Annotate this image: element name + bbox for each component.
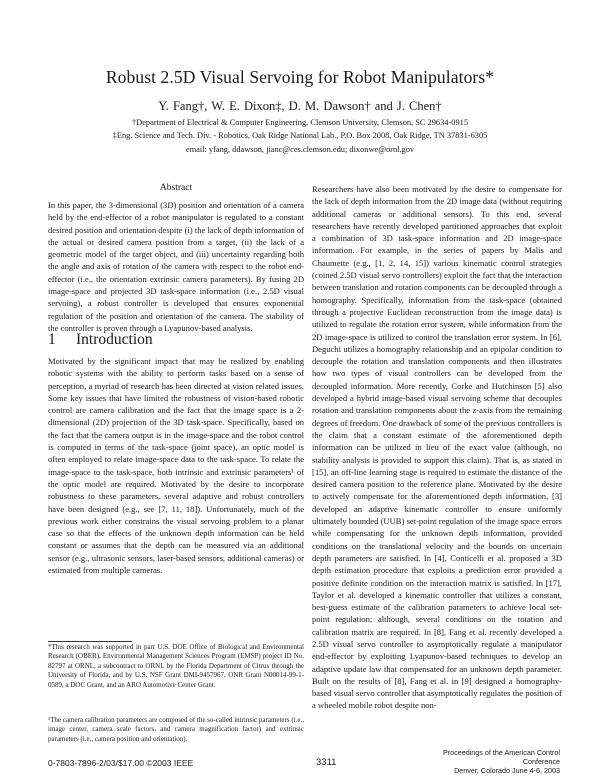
author-list: Y. Fang†, W. E. Dixon‡, D. M. Dawson† and J. Chen† (158, 99, 442, 113)
abstract-text: In this paper, the 3-dimensional (3D) position and orientation of a camera held by the end-effector of a robot manipulator is regulated to a constant desired position and orientation despite (i) the lack of depth information of the actual or desired camera position from a target, (ii) the lack of a geometric model of the target object, and (iii) uncertainty regarding both the angle and axis of rotation of the camera with respect to the robot end-effector (i.e., the orientation extrinsic camera parameters). By fusing 2D image-space and projected 3D task-space information (i.e., 2.5D visual servoing), a robust controller is developed that ensures exponential regulation of the position and orientation of the camera. The stability of the controller is proven through a Lyapunov-based analysis. (48, 200, 304, 333)
footnote-funding: *This research was supported in part U.S. DOE Office of Biological and Environmental Research (OBER), Environmental Management Sciences Program (EMSP) project ID No. 82797 at ORNL, a subcontract to ORNL by the Florida Department of Citrus through the University of Florida, and by U.S. NSF Grant DMI-9457967, ONR Grant N00014-99-1-0589, a DOC Grant, and an ARO Automotive Center Grant. (48, 643, 304, 689)
footer-isbn: 0-7803-7896-2/03/$17.00 ©2003 IEEE (48, 758, 194, 768)
author-emails: email: yfang, ddawson, jianc@ces.clemson.edu; dixonwe@ornl.gov (185, 145, 415, 154)
footer-proceedings (424, 748, 560, 775)
section-heading-introduction (48, 331, 153, 349)
paper-title: Robust 2.5D Visual Servoing for Robot Manipulators* (105, 67, 495, 87)
affiliation-clemson: †Department of Electrical & Computer Engineering, Clemson University, Clemson, SC 29634-0915 (131, 118, 469, 127)
abstract-heading: Abstract (159, 183, 193, 193)
footer-page-number: 3311 (316, 757, 337, 768)
footnote-calibration: ¹The camera calibration parameters are composed of the so-called intrinsic parameters (i.e., image center, camera scale factors, and camera magnification factor) and extrinsic parameters (i.e., camera position and orientation). (48, 716, 304, 743)
section-title: Introduction (76, 331, 153, 348)
footer-conference: Proceedings of the American Control Conference (442, 748, 560, 766)
affiliation-ornl: ‡Eng. Science and Tech. Div. - Robotics, Oak Ridge National Lab., P.O. Box 2008, Oak Ridge, TN 37831-6305 (112, 131, 488, 140)
footer-location: Denver, Colorado June 4-6, 2003 (454, 766, 560, 775)
section-number: 1 (48, 331, 56, 348)
introduction-text: Motivated by the significant impact that may be realized by enabling robotic systems with the ability to perform tasks based on a sense of perception, a myriad of research has been directed at vision related issues. Some key issues that have limited the robustness of vision-based robotic control are camera calibration and the fact that the image space is a 2-dimensional (2D) projection of the 3D task-space. Specifically, based on the fact that the camera output is in the image-space and the robot control is computed in terms of the task-space (joint space), an optic model is often employed to relate image-space data to the task-space. To relate the image-space to the task-space, both intrinsic and extrinsic parameters¹ of the optic model are required. Motivated by the desire to incorporate robustness to these parameters, several adaptive and robust controllers have been designed (e.g., see [7, 11, 18]). Unfortunately, much of the previous work either constrains the visual servoing problem to a planar case so that the effects of the unknown depth information can be held constant or assumes that the depth can be measured via an additional sensor (e.g., ultrasonic sensors, laser-based sensors, additional cameras) or estimated from multiple cameras. (48, 356, 304, 576)
right-column-text: Researchers have also been motivated by the desire to compensate for the lack of depth information from the 2D image data (without requiring additional cameras or additional sensors). To this end, several researchers have recently developed partitioned approaches that exploit a combination of 3D task-space information and 2D image-space information. For example, in the series of papers by Malis and Chaumette (e.g., [1, 2, 14, 15]) various kinematic control strategies (coined 2.5D visual servo controllers) exploit the fact that the interaction between translation and rotation components can be decoupled through a homography. Specifically, information from the task-space (obtained through a projective Euclidean reconstruction from the image data) is utilized to regulate the rotation error system, while information from the 2D image-space is utilized to control the translation error system. In [6], Deguchi utilizes a homography relationship and an epipolar condition to decouple the rotation and translation components and then illustrates how two types of visual controllers can be developed from the decoupled information. More recently, Corke and Hutchinson [5] also developed a hybrid image-based visual servoing scheme that decouples rotation and translation components about the z-axis from the remaining degrees of freedom. One drawback of some of the previous controllers is the claim that a constant estimate of the aforementioned depth information can be utilized in lieu of the exact value (although, no stability analysis is provided to support this claim). That is, as stated in [15], an off-line learning stage is required to estimate the distance of the desired camera position to the reference plane. Motivated by the desire to actively compensate for the aforementioned depth information, [3] developed an adaptive kinematic controller to ensure uniformly ultimately bounded (UUB) set-point regulation of the image space errors while compensating for the unknown depth information, provided conditions on the translational velocity and the bounds on uncertain depth parameters are satisfied. In [4], Conticelli et al. proposed a 3D depth estimation procedure that exploits a prediction error provided a positive definite condition on the interaction matrix is satisfied. In [17], Taylor et al. developed a kinematic controller that utilizes a constant, best-guess estimate of the calibration parameters to achieve local set-point regulation; although, several conditions on the rotation and calibration matrix are required. In [8], Fang et al. recently developed a 2.5D visual servo controller to asymptotically regulate a manipulator end-effector by exploiting Lyapunov-based techniques to develop an adaptive update law that compensated for an unknown depth parameter. Built on the results of [8], Fang et al. in [9] designed a homography-based visual servo controller that asymptotically regulates the position of a wheeled mobile robot despite non- (312, 184, 562, 711)
footnote-divider (48, 641, 132, 642)
